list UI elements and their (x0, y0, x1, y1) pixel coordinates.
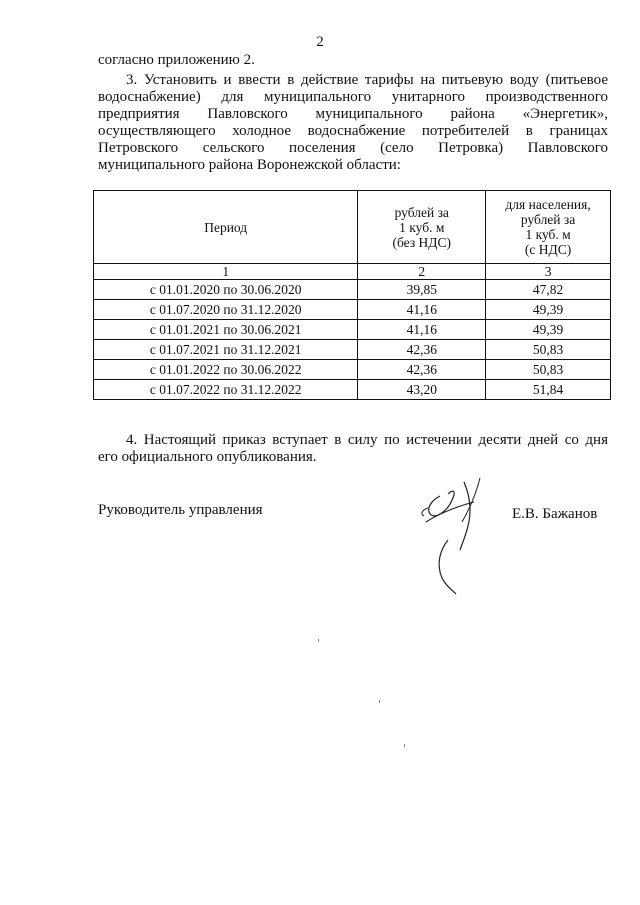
period-cell: с 01.07.2020 по 31.12.2020 (94, 300, 358, 320)
table-header-row (94, 191, 611, 264)
price-vat-cell: 51,84 (486, 380, 611, 400)
paragraph-3-line: водоснабжение) для муниципального унитарного производственного (98, 89, 608, 105)
period-cell: с 01.01.2021 по 30.06.2021 (94, 320, 358, 340)
page-number: 2 (316, 34, 324, 50)
price-cell: 41,16 (358, 300, 486, 320)
paragraph-3-line: Петровского сельского поселения (село Петровка) Павловского (98, 140, 608, 156)
signer-name: Е.В. Бажанов (512, 506, 598, 522)
column-number: 3 (486, 264, 611, 280)
price-vat-cell: 50,83 (486, 360, 611, 380)
period-cell: с 01.01.2022 по 30.06.2022 (94, 360, 358, 380)
price-vat-cell: 50,83 (486, 340, 611, 360)
column-number: 2 (358, 264, 486, 280)
paragraph-4-line: его официального опубликования. (98, 449, 317, 465)
paragraph-3-line: осуществляющего холодное водоснабжение потребителей в границах (98, 123, 608, 139)
table-row (94, 300, 611, 320)
period-cell: с 01.07.2022 по 31.12.2022 (94, 380, 358, 400)
period-cell: с 01.07.2021 по 31.12.2021 (94, 340, 358, 360)
paragraph-3-line: муниципального района Воронежской области: (98, 157, 401, 173)
column-number: 1 (94, 264, 358, 280)
price-cell: 39,85 (358, 280, 486, 300)
signer-role: Руководитель управления (98, 502, 263, 518)
price-cell: 43,20 (358, 380, 486, 400)
paragraph-previous (98, 52, 608, 69)
price-cell: 41,16 (358, 320, 486, 340)
column-number-row (94, 264, 611, 280)
paragraph-3 (98, 72, 608, 174)
table-row (94, 340, 611, 360)
table-row (94, 320, 611, 340)
scan-speck (318, 639, 319, 642)
header-price-without-vat: рублей за 1 куб. м (без НДС) (358, 191, 486, 264)
table-row (94, 380, 611, 400)
price-vat-cell: 49,39 (486, 320, 611, 340)
price-cell: 42,36 (358, 340, 486, 360)
paragraph-4-line: 4. Настоящий приказ вступает в силу по истечении десяти дней со дня (126, 432, 608, 448)
table-row (94, 280, 611, 300)
paragraph-3-line: 3. Установить и ввести в действие тарифы на питьевую воду (питьевое (126, 72, 608, 88)
header-price-with-vat: для населения, рублей за 1 куб. м (с НДС) (486, 191, 611, 264)
price-cell: 42,36 (358, 360, 486, 380)
handwritten-signature (418, 470, 498, 600)
paragraph-3-line: предприятия Павловского муниципального района «Энергетик», (98, 106, 608, 122)
table-row (94, 360, 611, 380)
tariff-table (93, 190, 611, 400)
period-cell: с 01.01.2020 по 30.06.2020 (94, 280, 358, 300)
price-vat-cell: 47,82 (486, 280, 611, 300)
paragraph-4 (98, 432, 608, 466)
scan-speck (404, 744, 405, 747)
scan-speck (379, 700, 380, 703)
price-vat-cell: 49,39 (486, 300, 611, 320)
paragraph-previous-text: согласно приложению 2. (98, 52, 255, 68)
header-period: Период (94, 191, 358, 264)
